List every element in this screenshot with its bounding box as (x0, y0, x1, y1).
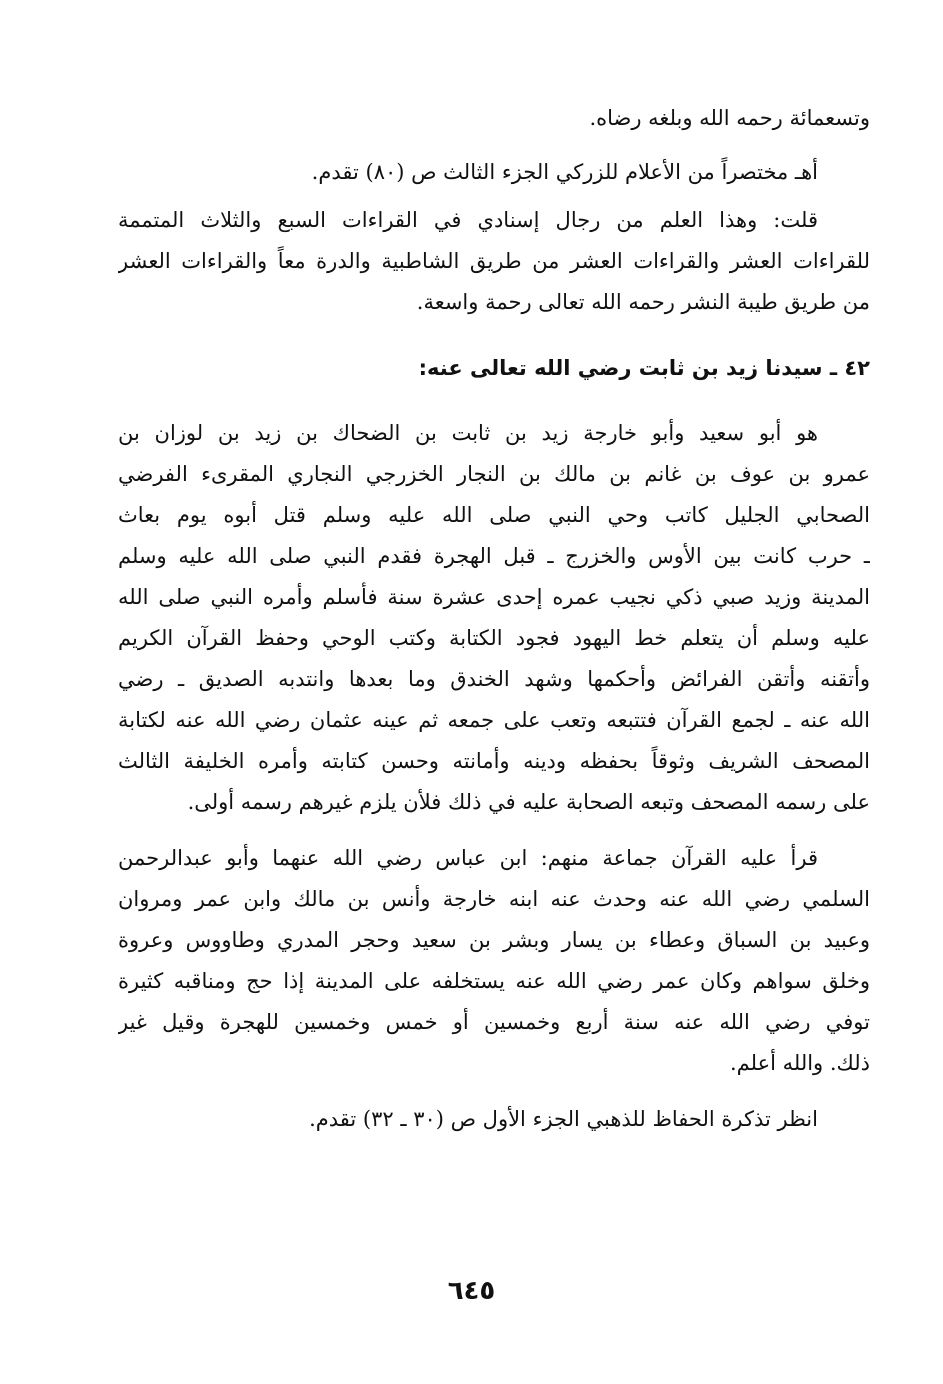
text-line: قرأ عليه القرآن جماعة منهم: ابن عباس رضي الله عنهما وأبو عبدالرحمن (118, 846, 818, 870)
text-line: على رسمه المصحف وتبعه الصحابة عليه في ذلك فلأن يلزم غيرهم رسمه أولى. (187, 790, 870, 814)
page-number: ٦٤٥ (447, 1276, 496, 1306)
text-line: عليه وسلم أن يتعلم خط اليهود فجود الكتابة وكتب الوحي وحفظ القرآن الكريم (118, 626, 870, 650)
biography-paragraph (118, 413, 870, 823)
text-line: وتسعمائة رحمه الله وبلغه رضاه. (589, 106, 870, 130)
text-line: الصحابي الجليل كاتب وحي النبي صلى الله عليه وسلم قتل أبوه يوم بعاث (118, 503, 870, 527)
text-line: وأتقنه وأتقن الفرائض وأحكمها وشهد الخندق وما بعدها وانتدبه الصديق ـ رضي (118, 667, 870, 691)
text-line: عمرو بن عوف بن غانم بن مالك بن النجار الخزرجي النجاري المقرىء الفرضي (118, 462, 870, 486)
text-line: أهـ مختصراً من الأعلام للزركي الجزء الثالث ص (٨٠) تقدم. (311, 160, 818, 184)
intro-paragraph (118, 98, 870, 139)
text-line: الله عنه ـ لجمع القرآن فتتبعه وتعب على جمعه ثم عينه عثمان رضي الله عنه لكتابة (118, 708, 870, 732)
text-line: ـ حرب كانت بين الأوس والخزرج ـ قبل الهجرة فقدم النبي صلى الله عليه وسلم (118, 544, 870, 568)
text-line: المدينة وزيد صبي ذكي نجيب عمره إحدى عشرة سنة فأسلم وأمره النبي صلى الله (118, 585, 870, 609)
text-line: انظر تذكرة الحفاظ للذهبي الجزء الأول ص (٣٠ ـ ٣٢) تقدم. (309, 1107, 818, 1131)
text-line: للقراءات العشر والقراءات العشر من طريق الشاطبية والدرة معاً والقراءات العشر (118, 249, 870, 273)
text-line: توفي رضي الله عنه سنة أربع وخمسين أو خمس وخمسين للهجرة وقيل غير (118, 1010, 870, 1034)
students-paragraph (118, 838, 870, 1084)
text-line: وخلق سواهم وكان عمر رضي الله عنه يستخلفه على المدينة إذا حج ومناقبه كثيرة (118, 969, 870, 993)
note-paragraph (118, 200, 870, 323)
text-line: قلت: وهذا العلم من رجال إسنادي في القراءات السبع والثلاث المتممة (118, 208, 818, 232)
section-heading: ٤٢ ـ سيدنا زيد بن ثابت رضي الله تعالى عنه: (418, 356, 870, 380)
text-line: ذلك. والله أعلم. (729, 1051, 870, 1075)
text-line: السلمي رضي الله عنه وحدث عنه ابنه خارجة وأنس بن مالك وابن عمر ومروان (118, 887, 870, 911)
text-line: المصحف الشريف وثوقاً بحفظه ودينه وأمانته وحسن كتابته وأمره الخليفة الثالث (118, 749, 870, 773)
text-line: وعبيد بن السباق وعطاء بن يسار وبشر بن سعيد وحجر المدري وطاووس وعروة (118, 928, 870, 952)
reference-paragraph-2 (118, 1099, 870, 1140)
text-line: من طريق طيبة النشر رحمه الله تعالى رحمة واسعة. (416, 290, 870, 314)
text-line: هو أبو سعيد وأبو خارجة زيد بن ثابت بن الضحاك بن زيد بن لوزان بن (118, 421, 818, 445)
reference-paragraph-1 (118, 152, 870, 193)
